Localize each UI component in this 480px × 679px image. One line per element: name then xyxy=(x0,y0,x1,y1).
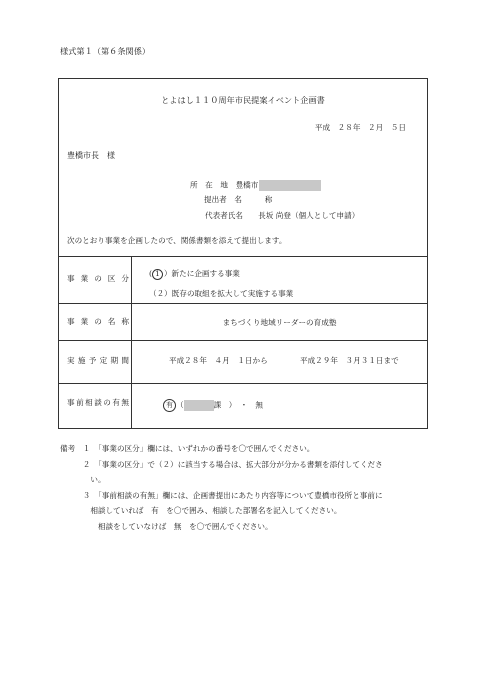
address-label: 所 在 地 xyxy=(190,180,228,190)
address-line xyxy=(190,180,321,191)
address-redaction xyxy=(259,180,321,191)
department-redaction xyxy=(184,400,214,411)
circle-mark: 1 xyxy=(152,269,163,280)
note-line: 相談をしていなけば 無 を〇で囲んでください。 xyxy=(60,521,273,531)
form-id: 様式第１（第６条関係） xyxy=(60,46,151,56)
note-line: ２ 「事業の区分」で（２）に該当する場合は、拡大部分が分かる書類を添付してくださ xyxy=(60,459,383,469)
circled-yes: 有 xyxy=(163,399,176,412)
representative-label: 代表者氏名 xyxy=(205,211,243,220)
note-line: い。 xyxy=(60,475,106,484)
category-option-2: （２）既存の取組を拡大して実施する事業 xyxy=(149,289,294,298)
consultation-label: 事前相談の有無 xyxy=(67,398,129,407)
row-divider xyxy=(59,303,427,304)
category-label: 事 業 の 区 分 xyxy=(67,274,129,283)
project-name-label: 事 業 の 名 称 xyxy=(67,317,129,326)
consultation-department-suffix: 課 ） ・ 無 xyxy=(213,400,263,410)
document-title: とよはし１１０周年市民提案イベント企画書 xyxy=(161,95,325,105)
application-form xyxy=(58,78,428,429)
note-line: ３ 「事前相談の有無」欄には、企画書提出にあたり内容等について豊橋市役所と事前に xyxy=(60,490,383,500)
notes-section xyxy=(60,441,383,534)
category-option-1: ( 1 ）新たに企画する事業 xyxy=(149,269,240,278)
period-end: 平成２９年 ３月３１日まで xyxy=(300,356,399,365)
submitter-name-label: 提出者 名 称 xyxy=(204,195,273,204)
consultation-open-paren: （ xyxy=(176,400,184,410)
note-line: 備考 １ 「事業の区分」欄には、いずれかの番号を〇で囲んでください。 xyxy=(60,444,315,453)
period-label: 実 施 予 定 期 間 xyxy=(67,356,129,365)
consultation-value xyxy=(163,399,263,412)
table-top-border xyxy=(59,256,427,257)
row-divider xyxy=(59,383,427,384)
intro-text: 次のとおり事業を企画したので、関係書類を添えて提出します。 xyxy=(67,236,287,245)
submission-date: 平成 ２８年 ２月 ５日 xyxy=(314,123,406,132)
addressee: 豊橋市長 様 xyxy=(67,151,115,160)
representative-value: 長坂 尚登（個人として申請） xyxy=(258,211,360,220)
project-name-value: まちづくり地域リーダーの育成塾 xyxy=(222,318,337,327)
column-divider xyxy=(131,256,132,429)
row-divider xyxy=(59,340,427,341)
note-line: 相談していれば 有 を〇で囲み、相談した部署名を記入してください。 xyxy=(60,506,342,515)
period-start: 平成２８年 ４月 １日から xyxy=(169,356,268,365)
address-value: 豊橋市 xyxy=(235,180,259,190)
representative-line xyxy=(205,212,359,220)
category-option-1-text: ）新たに企画する事業 xyxy=(163,269,240,278)
